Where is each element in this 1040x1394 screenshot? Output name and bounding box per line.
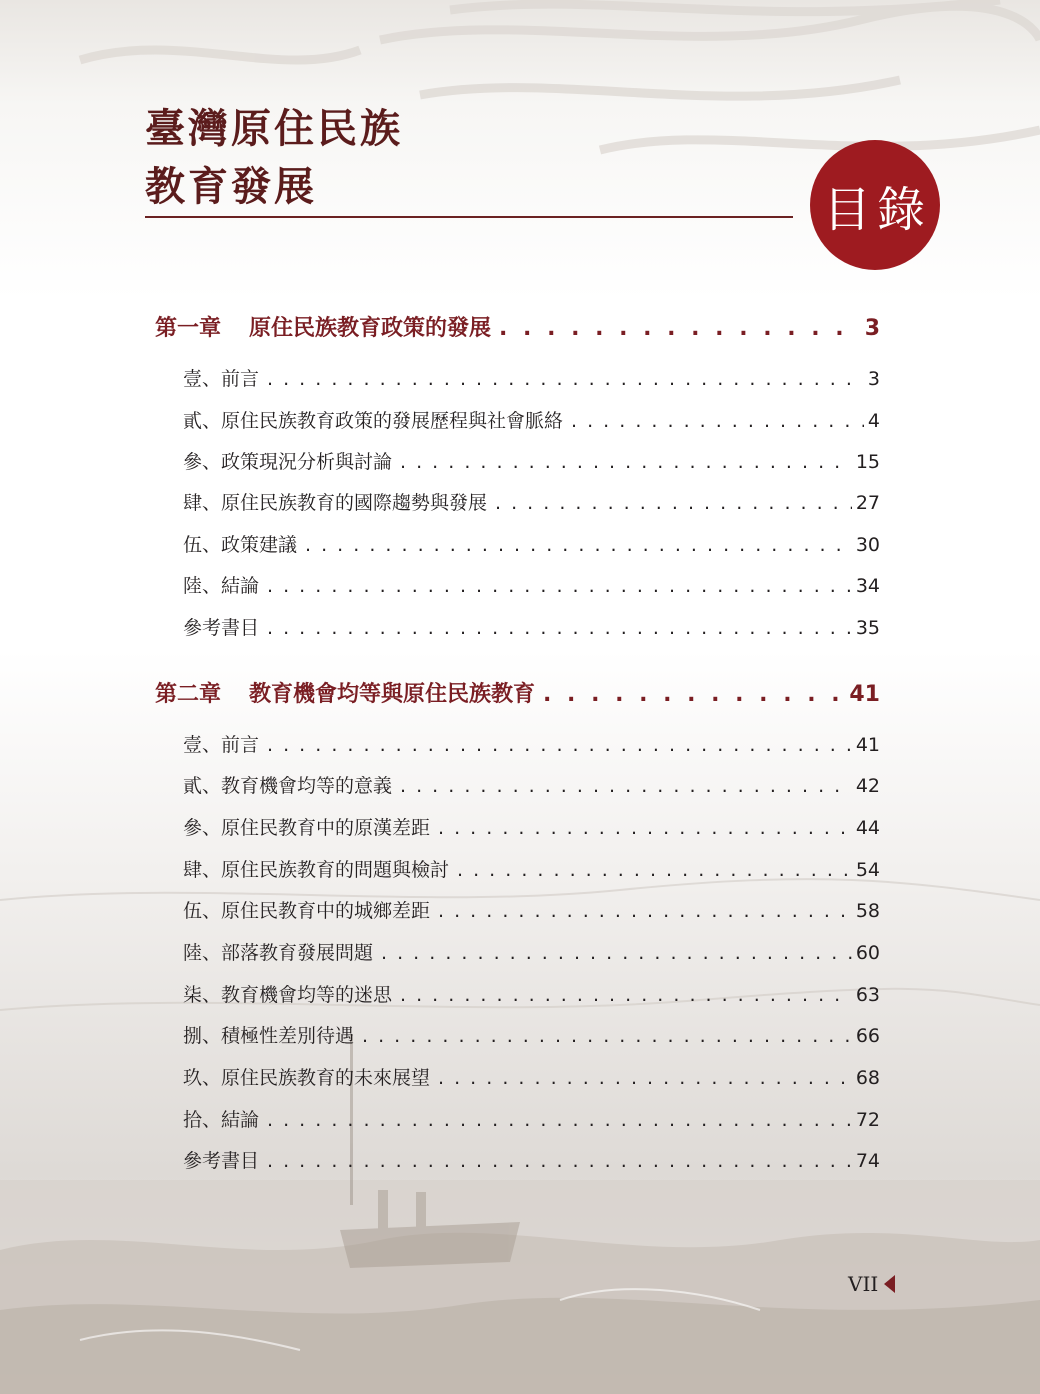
- dot-leader: [267, 575, 852, 597]
- contents-badge: [810, 140, 940, 270]
- toc-entry[interactable]: [183, 896, 880, 924]
- entry-label: 玖、原住民族教育的未來展望: [183, 1067, 431, 1089]
- entry-label: 貳、教育機會均等的意義: [183, 775, 393, 797]
- page-number: 63: [855, 984, 880, 1006]
- page-number: 41: [849, 682, 880, 707]
- page-number: 35: [855, 617, 880, 639]
- toc-chapter-2[interactable]: [155, 677, 880, 707]
- page-number: 44: [855, 817, 880, 839]
- toc-entry[interactable]: [183, 980, 880, 1008]
- page-number: 72: [855, 1109, 880, 1131]
- dot-leader: [362, 1025, 852, 1047]
- triangle-left-icon: [884, 1275, 895, 1293]
- entry-label: 捌、積極性差別待遇: [183, 1025, 355, 1047]
- page-number: 34: [855, 575, 880, 597]
- entry-label: 陸、部落教育發展問題: [183, 942, 374, 964]
- toc-entry[interactable]: [183, 771, 880, 799]
- toc-entry[interactable]: [183, 488, 880, 516]
- toc-entry[interactable]: [183, 1021, 880, 1049]
- page-number: 74: [855, 1150, 880, 1172]
- toc-entry[interactable]: [183, 1063, 880, 1091]
- entry-label: 參、政策現況分析與討論: [183, 451, 393, 473]
- dot-leader: [305, 534, 852, 556]
- entry-label: 參、原住民教育中的原漢差距: [183, 817, 431, 839]
- page-number: 4: [867, 410, 880, 432]
- page-number: 66: [855, 1025, 880, 1047]
- page-number: 27: [855, 492, 880, 514]
- folio-number: VII: [848, 1272, 879, 1296]
- page-number: 42: [855, 775, 880, 797]
- dot-leader: [543, 682, 845, 707]
- dot-leader: [267, 1109, 852, 1131]
- book-title-line-1: 臺灣原住民族: [145, 105, 403, 152]
- book-title-line-2: 教育發展: [145, 163, 317, 210]
- entry-label: 伍、原住民教育中的城鄉差距: [183, 900, 431, 922]
- dot-leader: [400, 984, 852, 1006]
- dot-leader: [267, 368, 864, 390]
- entry-label: 參考書目: [183, 1150, 260, 1172]
- toc-entry[interactable]: [183, 530, 880, 558]
- dot-leader: [400, 451, 852, 473]
- toc-chapter-1[interactable]: [155, 311, 880, 341]
- dot-leader: [267, 617, 852, 639]
- page-number: 54: [855, 859, 880, 881]
- entry-label: 伍、政策建議: [183, 534, 298, 556]
- entry-label: 參考書目: [183, 617, 260, 639]
- dot-leader: [571, 410, 864, 432]
- dot-leader: [499, 316, 861, 341]
- toc-entry[interactable]: [183, 571, 880, 599]
- chapter-title: 教育機會均等與原住民族教育: [249, 682, 536, 707]
- chapter-number: 第二章: [155, 682, 222, 707]
- dot-leader: [267, 734, 852, 756]
- dot-leader: [438, 817, 852, 839]
- page-number: 68: [855, 1067, 880, 1089]
- entry-label: 壹、前言: [183, 368, 260, 390]
- dot-leader: [457, 859, 852, 881]
- toc-entry[interactable]: [183, 1146, 880, 1174]
- toc-entry[interactable]: [183, 813, 880, 841]
- page-number: 58: [855, 900, 880, 922]
- entry-label: 柒、教育機會均等的迷思: [183, 984, 393, 1006]
- toc-entry[interactable]: [183, 613, 880, 641]
- dot-leader: [438, 1067, 852, 1089]
- page-header: [0, 0, 1040, 280]
- page-number: 30: [855, 534, 880, 556]
- chapter-number: 第一章: [155, 316, 222, 341]
- toc-entry[interactable]: [183, 406, 880, 434]
- entry-label: 肆、原住民族教育的問題與檢討: [183, 859, 450, 881]
- entry-label: 壹、前言: [183, 734, 260, 756]
- contents-badge-label: 目錄: [822, 181, 931, 238]
- page-number: 3: [867, 368, 880, 390]
- book-title: [145, 100, 403, 216]
- toc-entry[interactable]: [183, 1105, 880, 1133]
- page-number: 60: [855, 942, 880, 964]
- dot-leader: [381, 942, 852, 964]
- toc-entry[interactable]: [183, 938, 880, 966]
- dot-leader: [495, 492, 852, 514]
- toc-entry[interactable]: [183, 855, 880, 883]
- page-number: 15: [855, 451, 880, 473]
- page-folio: [848, 1272, 895, 1296]
- dot-leader: [400, 775, 852, 797]
- chapter-title: 原住民族教育政策的發展: [249, 316, 492, 341]
- entry-label: 陸、結論: [183, 575, 260, 597]
- page-number: 41: [855, 734, 880, 756]
- dot-leader: [438, 900, 852, 922]
- title-divider: [145, 216, 793, 218]
- toc-entry[interactable]: [183, 364, 880, 392]
- entry-label: 拾、結論: [183, 1109, 260, 1131]
- entry-label: 貳、原住民族教育政策的發展歷程與社會脈絡: [183, 410, 564, 432]
- page-number: 3: [864, 316, 880, 341]
- entry-label: 肆、原住民族教育的國際趨勢與發展: [183, 492, 488, 514]
- toc-entry[interactable]: [183, 447, 880, 475]
- toc-entry[interactable]: [183, 730, 880, 758]
- dot-leader: [267, 1150, 852, 1172]
